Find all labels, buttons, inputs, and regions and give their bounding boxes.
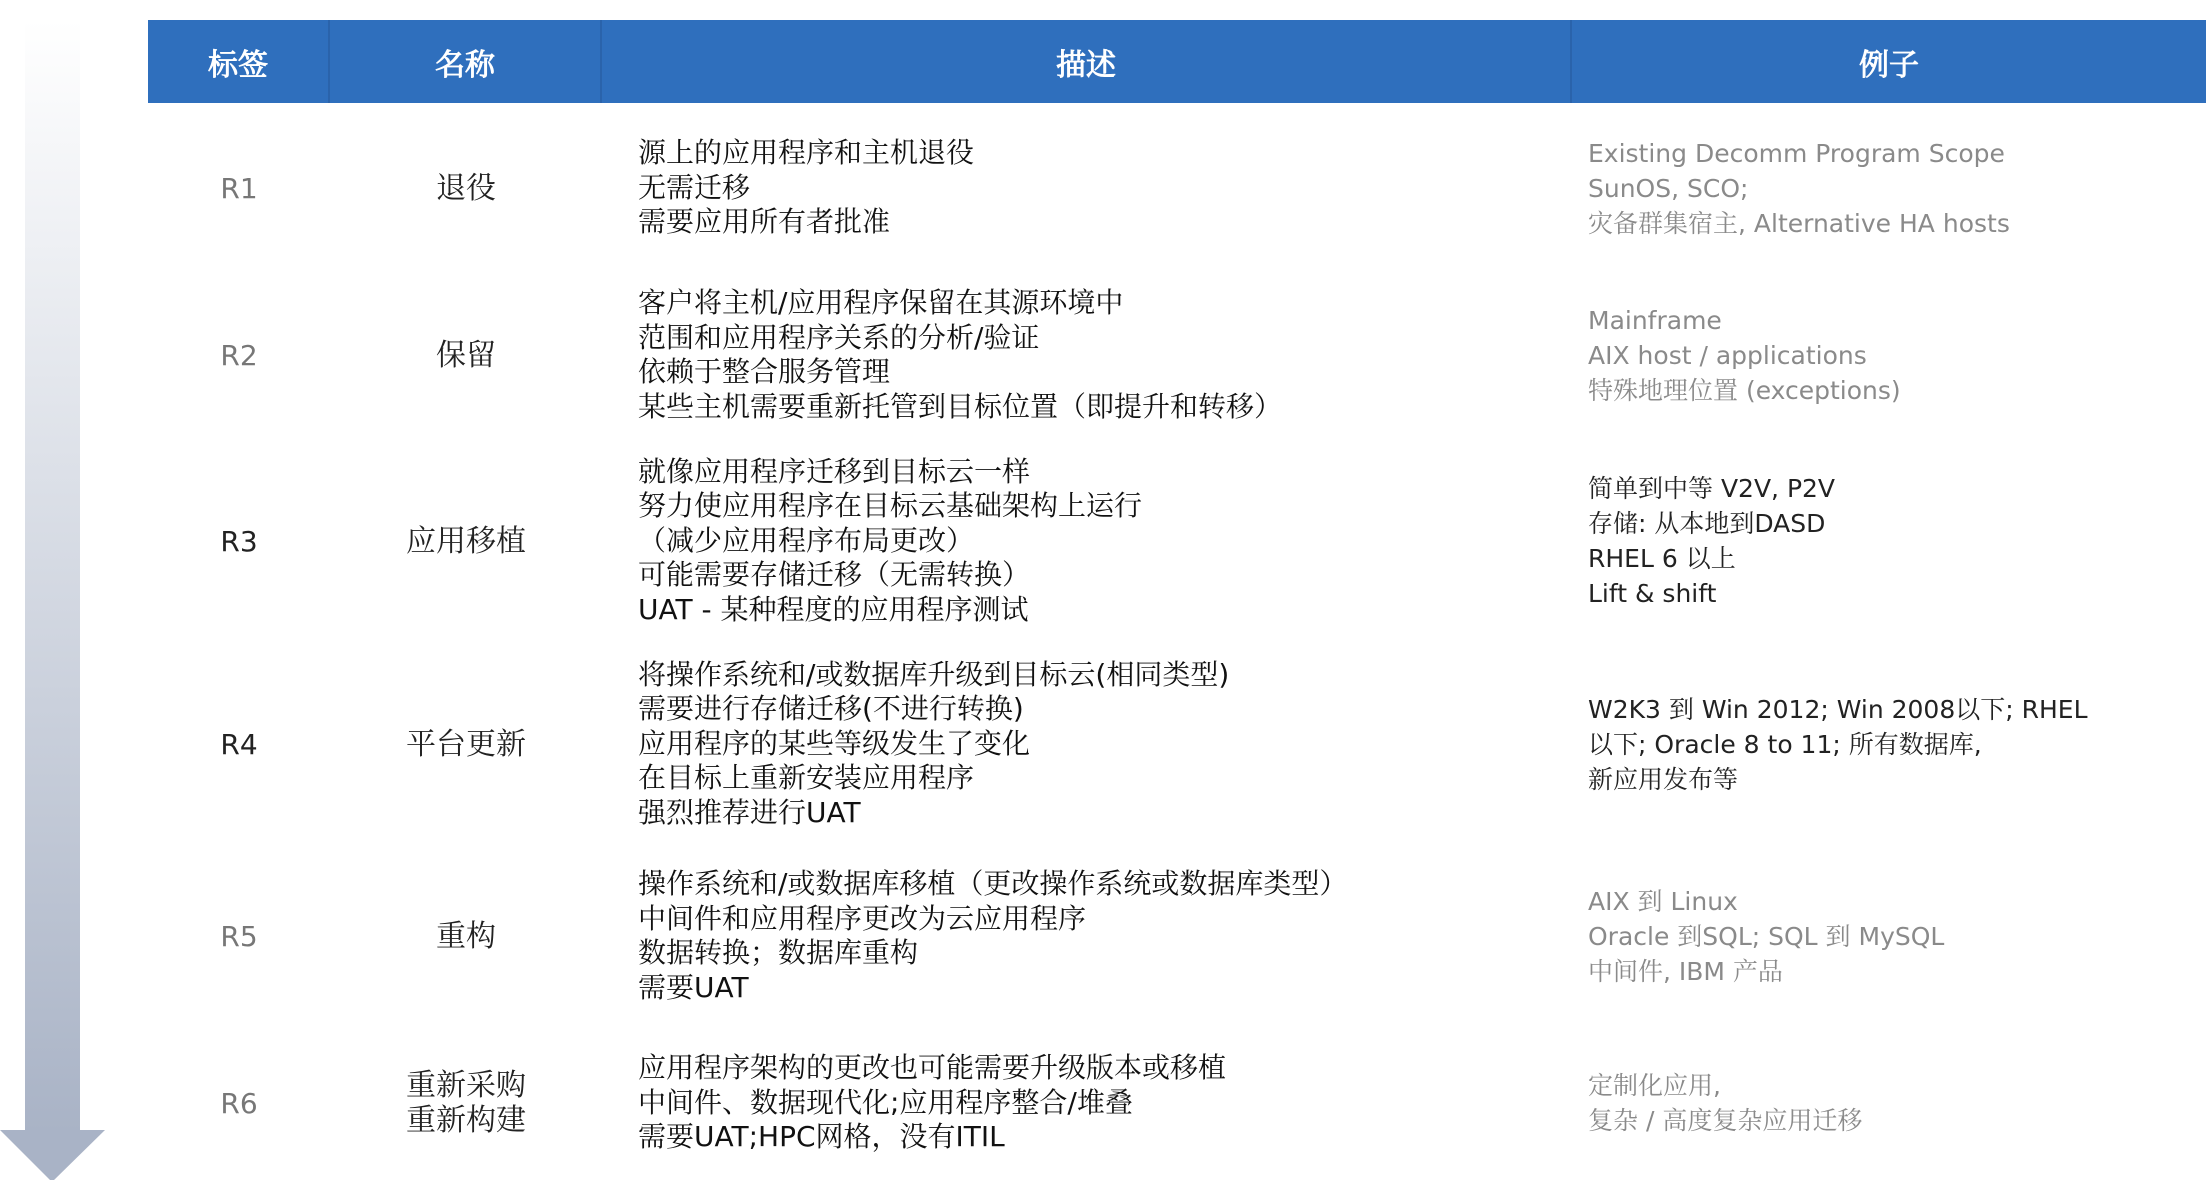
description-line: 在目标上重新安装应用程序 [638,761,975,795]
description-line: 客户将主机/应用程序保留在其源环境中 [638,286,1124,319]
example-line: 简单到中等 V2V, P2V [1588,474,1836,503]
table-row-r5 [148,843,2206,1029]
description-line: 需要UAT [638,970,749,1004]
description-line: 将操作系统和/或数据库升级到目标云(相同类型) [638,657,1230,691]
header-description: 描述 [602,20,1572,103]
table-row-r3 [148,437,2206,645]
example-line: Mainframe [1588,305,1722,335]
example-line: 定制化应用, [1588,1071,1721,1100]
name-line: 重构 [436,918,496,954]
description-line: 数据转换；数据库重构 [638,936,919,969]
row-description [602,455,1572,628]
migration-strategy-table [148,20,2206,1177]
description-line: 某些主机需要重新托管到目标位置（即提升和转移） [638,389,1283,423]
header-name: 名称 [330,20,602,103]
row-tag: R2 [220,338,258,372]
row-name [330,727,602,762]
row-name [330,338,602,373]
description-line: 应用程序的某些等级发生了变化 [638,726,1031,760]
example-line: Lift & shift [1588,579,1717,608]
row-tag: R5 [220,919,258,953]
row-examples [1572,1068,2206,1138]
name-line: 保留 [436,337,496,373]
name-line: 平台更新 [406,726,526,762]
description-line: 源上的应用程序和主机退役 [638,136,975,170]
example-line: 中间件, IBM 产品 [1588,956,1783,986]
progress-down-arrow [0,20,105,1180]
row-examples [1572,471,2206,611]
example-line: AIX host / applications [1588,340,1867,370]
description-line: 操作系统和/或数据库移植（更改操作系统或数据库类型） [638,867,1348,900]
description-line: 中间件、数据现代化;应用程序整合/堆叠 [638,1085,1133,1119]
example-line: 灾备群集宿主, Alternative HA hosts [1588,208,2010,238]
description-line: 依赖于整合服务管理 [638,355,891,388]
name-line: 重新采购 [406,1068,526,1103]
row-description [602,1051,1572,1155]
row-tag: R3 [220,524,258,558]
table-row-r1 [148,103,2206,273]
description-line: 强烈推荐进行UAT [638,795,861,829]
row-name [330,1068,602,1138]
description-line: 范围和应用程序关系的分析/验证 [638,320,1040,354]
description-line: 中间件和应用程序更改为云应用程序 [638,901,1087,935]
row-tag: R4 [220,727,258,761]
name-line: 退役 [436,170,496,206]
description-line: 无需迁移 [638,170,751,204]
table-row-r2 [148,273,2206,437]
row-examples [1572,303,2206,408]
example-line: 新应用发布等 [1588,764,1739,794]
header-tag: 标签 [148,20,330,103]
example-line: RHEL 6 以上 [1588,544,1736,573]
description-line: 应用程序架构的更改也可能需要升级版本或移植 [638,1051,1227,1085]
row-description [602,867,1572,1005]
description-line: UAT - 某种程度的应用程序测试 [638,592,1029,626]
header-examples: 例子 [1859,47,1919,83]
table-header [148,20,2206,103]
description-line: 可能需要存储迁移（无需转换） [638,558,1031,592]
row-examples [1572,136,2206,241]
row-description [602,658,1572,831]
example-line: 存储: 从本地到DASD [1588,509,1826,538]
example-line: W2K3 到 Win 2012; Win 2008以下; RHEL [1588,694,2088,724]
row-examples [1572,692,2206,797]
name-line: 应用移植 [406,523,526,559]
row-examples [1572,884,2206,989]
row-tag: R6 [220,1086,258,1120]
row-description [602,286,1572,424]
example-line: Existing Decomm Program Scope [1588,138,2005,168]
row-name [330,171,602,206]
table-row-r4 [148,645,2206,843]
example-line: Oracle 到SQL; SQL 到 MySQL [1588,921,1945,951]
description-line: 就像应用程序迁移到目标云一样 [638,454,1031,488]
description-line: 努力使应用程序在目标云基础架构上运行 [638,489,1143,523]
row-tag: R1 [220,171,258,205]
example-line: 以下; Oracle 8 to 11; 所有数据库, [1588,729,1982,759]
row-name [330,524,602,559]
row-name [330,919,602,954]
example-line: 特殊地理位置 (exceptions) [1588,375,1901,405]
row-description [602,136,1572,240]
name-line: 重新构建 [406,1103,526,1138]
description-line: （减少应用程序布局更改） [638,523,975,557]
description-line: 需要应用所有者批准 [638,205,891,239]
description-line: 需要UAT;HPC网格，没有ITIL [638,1120,1005,1154]
example-line: AIX 到 Linux [1588,886,1738,916]
example-line: SunOS, SCO; [1588,173,1749,203]
description-line: 需要进行存储迁移(不进行转换) [638,692,1024,726]
example-line: 复杂 / 高度复杂应用迁移 [1588,1106,1863,1135]
table-row-r6 [148,1029,2206,1177]
